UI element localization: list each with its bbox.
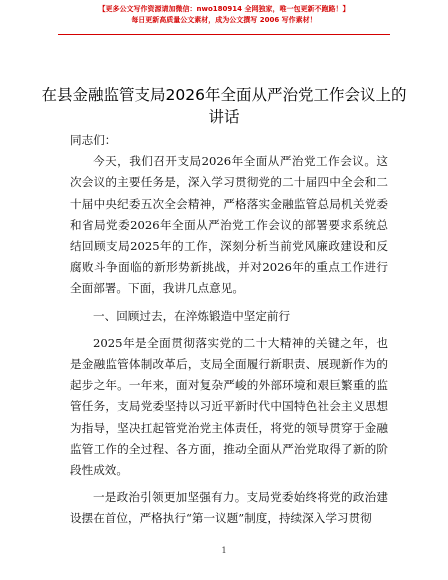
paragraph-political-guidance: 一是政治引领更加坚强有力。支局党委始终将党的政治建设摆在首位，严格执行“第一议题”制度，持续深入学习贯彻 [70, 490, 388, 526]
section-heading-1: 一、回顾过去，在淬炼锻造中坚定前行 [93, 308, 291, 323]
paragraph-review: 2025年是全面贯彻落实党的二十大精神的关键之年，也是金融监管体制改革后，支局全面履行新职责、展现新作为的起步之年。一年来，面对复杂严峻的外部环境和艰巨繁重的监管任务，支局党委坚持以习近平新时代中国特色社会主义思想为指导，坚决扛起管党治党主体责任，将党的领导贯穿于金融监管工作的全过程、各方面，推动全面从严治党取得了新的阶段性成效。 [70, 335, 388, 478]
banner-line-2: 每日更新高质量公文素材，成为公文撰写 2006 写作素材！ [131, 16, 317, 24]
document-title: 在县金融监管支局2026年全面从严治党工作会议上的讲话 [41, 86, 407, 126]
document-body [70, 130, 388, 530]
header-divider [58, 34, 390, 35]
page-number: 1 [221, 546, 227, 555]
salutation: 同志们： [70, 133, 117, 147]
banner-line-1: 【更多公文写作资源请加微信：nwo180914 全网独家，唯一包更新不跑路！】 [98, 5, 350, 13]
paragraph-intro: 今天，我们召开支局2026年全面从严治党工作会议。这次会议的主要任务是，深入学习贯彻党的二十届四中全会和二十届中央纪委五次全会精神，严格落实金融监管总局机关党委和省局党委2026年全面从严治党工作会议的部署要求系统总结回顾支局2025年的工作，深刻分析当前党风廉政建设和反腐败斗争面临的新形势新挑战，并对2026年的重点工作进行全面部署。下面，我讲几点意见。 [70, 154, 388, 296]
header-banner [0, 4, 448, 26]
